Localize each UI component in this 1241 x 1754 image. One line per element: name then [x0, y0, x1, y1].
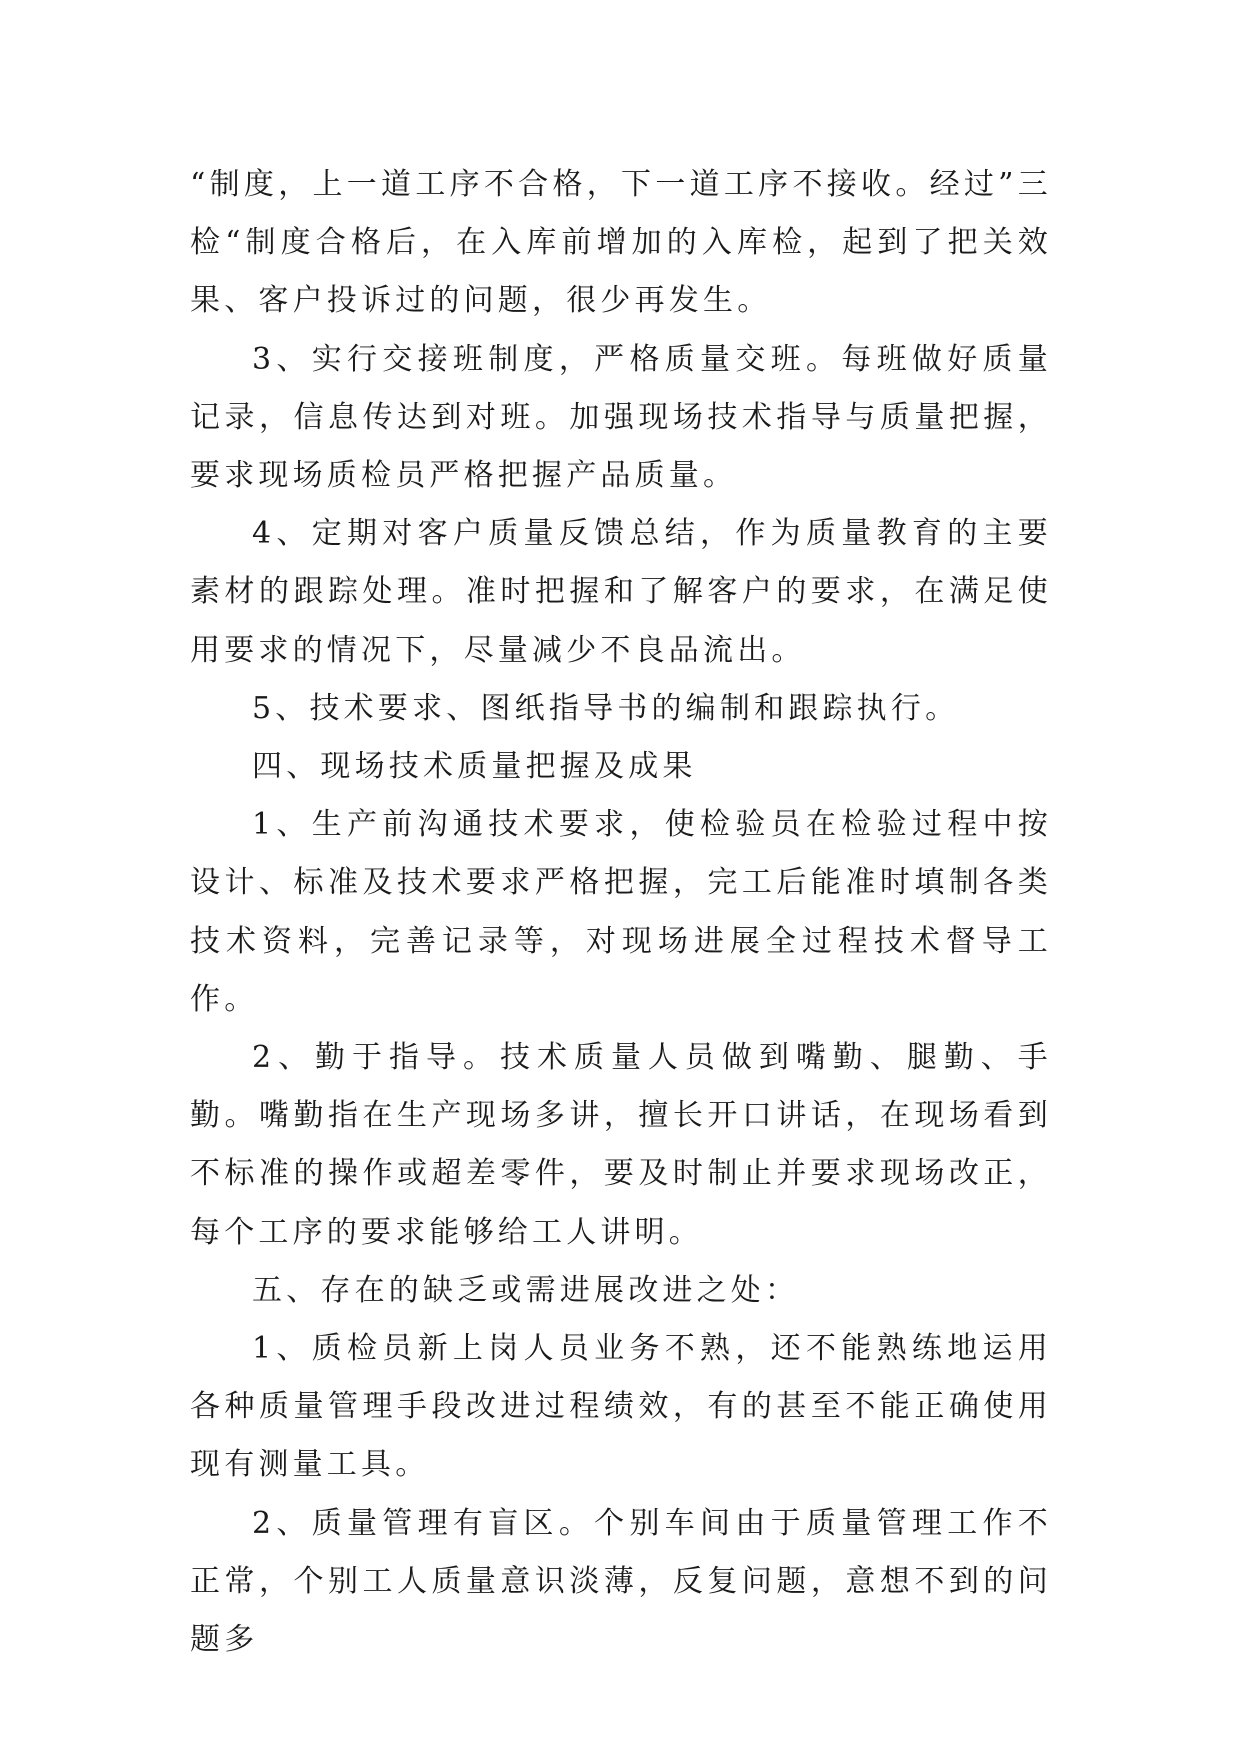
- paragraph-1: “制度，上一道工序不合格，下一道工序不接收。经过”三检“制度合格后，在入库前增加的入库检，起到了把关效果、客户投诉过的问题，很少再发生。: [190, 167, 1052, 319]
- paragraph-7: 1、质检员新上岗人员业务不熟，还不能熟练地运用各种质量管理手段改进过程绩效，有的甚至不能正确使用现有测量工具。: [190, 1331, 1052, 1483]
- section-heading-5: 五、存在的缺乏或需进展改进之处：: [252, 1272, 800, 1308]
- paragraph-6: 2、勤于指导。技术质量人员做到嘴勤、腿勤、手勤。嘴勤指在生产现场多讲，擅长开口讲话，在现场看到不标准的操作或超差零件，要及时制止并要求现场改正，每个工序的要求能够给工人讲明。: [190, 1040, 1052, 1250]
- paragraph-5: 1、生产前沟通技术要求，使检验员在检验过程中按设计、标准及技术要求严格把握，完工后能准时填制各类技术资料，完善记录等，对现场进展全过程技术督导工作。: [190, 807, 1052, 1017]
- document-body: [190, 156, 1052, 1669]
- paragraph-3: 4、定期对客户质量反馈总结，作为质量教育的主要素材的跟踪处理。准时把握和了解客户的要求，在满足使用要求的情况下，尽量减少不良品流出。: [190, 516, 1052, 668]
- paragraph-2: 3、实行交接班制度，严格质量交班。每班做好质量记录，信息传达到对班。加强现场技术指导与质量把握，要求现场质检员严格把握产品质量。: [190, 341, 1052, 494]
- paragraph-4: 5、技术要求、图纸指导书的编制和跟踪执行。: [252, 690, 960, 726]
- paragraph-8: 2、质量管理有盲区。个别车间由于质量管理工作不正常，个别工人质量意识淡薄，反复问题，意想不到的问题多: [190, 1505, 1052, 1658]
- section-heading-4: 四、现场技术质量把握及成果: [252, 749, 697, 785]
